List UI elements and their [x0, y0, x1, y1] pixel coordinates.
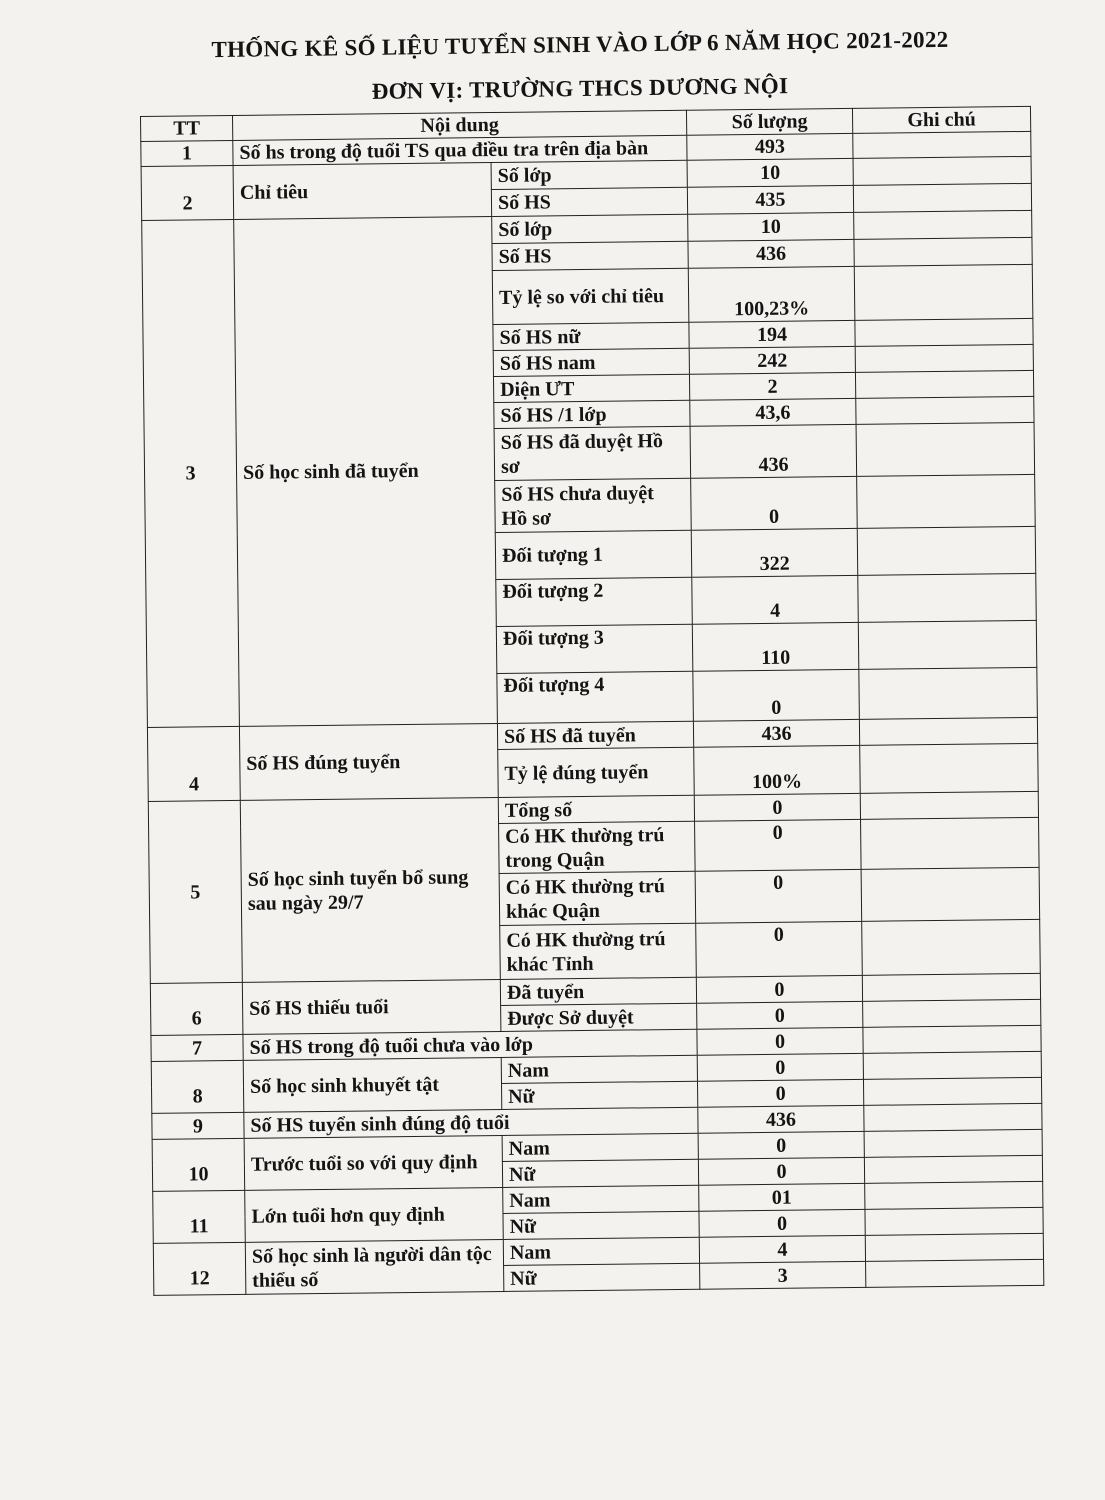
row-content: Chỉ tiêu: [233, 163, 492, 220]
row-note: [854, 264, 1033, 320]
header-note: Ghi chú: [852, 106, 1030, 133]
row-number: 7: [151, 1034, 243, 1061]
row-number: 9: [152, 1112, 244, 1139]
row-note: [861, 867, 1040, 921]
row-note: [864, 1129, 1042, 1157]
sub-value: 436: [690, 424, 857, 478]
row-number: 1: [141, 140, 233, 166]
row-number: 11: [153, 1190, 246, 1243]
admission-stats-table: [140, 106, 1044, 1296]
row-note: [863, 1051, 1041, 1079]
sub-label: Nữ: [504, 1263, 700, 1291]
sub-label: Số HS nữ: [493, 322, 689, 350]
sub-label: Nữ: [503, 1211, 699, 1239]
sub-value: 0: [694, 793, 860, 821]
sub-label: Có HK thường trú trong Quận: [499, 821, 696, 873]
row-content: Số học sinh đã tuyển: [234, 217, 498, 727]
row-note: [864, 1103, 1042, 1131]
sub-value: 436: [688, 239, 854, 268]
sub-value: 4: [699, 1235, 865, 1263]
row-number: 3: [142, 219, 240, 727]
sub-value: 0: [699, 1209, 865, 1237]
row-note: [865, 1207, 1043, 1235]
sub-value: 43,6: [690, 398, 856, 426]
sub-value: 0: [696, 975, 862, 1003]
row-number: 12: [153, 1242, 246, 1295]
row-note: [854, 237, 1032, 266]
row-number: 2: [141, 165, 234, 220]
row-note: [863, 1077, 1041, 1105]
row-value: 0: [697, 1027, 863, 1055]
row-note: [858, 573, 1037, 622]
row-number: 6: [150, 982, 243, 1035]
row-number: 5: [148, 800, 242, 983]
sub-label: Nữ: [501, 1081, 697, 1109]
sub-label: Nam: [503, 1185, 699, 1213]
sub-label: Số lớp: [491, 160, 687, 189]
row-note: [863, 999, 1041, 1027]
sub-value: 0: [693, 669, 860, 721]
row-note: [862, 919, 1041, 975]
sub-value: 0: [697, 1001, 863, 1029]
sub-value: 10: [687, 158, 853, 187]
sub-label: Đối tượng 3: [496, 624, 693, 673]
sub-value: 0: [698, 1131, 864, 1159]
sub-value: 10: [688, 212, 854, 241]
sub-value: 0: [697, 1079, 863, 1107]
sub-value: 0: [695, 819, 862, 871]
row-note: [854, 210, 1032, 239]
row-note: [866, 1259, 1044, 1287]
sub-label: Số HS đã tuyển: [497, 721, 693, 749]
sub-label: Số lớp: [492, 214, 688, 243]
document-title: THỐNG KÊ SỐ LIỆU TUYỂN SINH VÀO LỚP 6 NĂM HỌC 2021-2022: [211, 26, 949, 63]
row-note: [857, 474, 1036, 528]
sub-label: Số HS: [492, 241, 688, 270]
row-content: Số HS trong độ tuổi chưa vào lớp: [243, 1029, 697, 1060]
sub-value: 2: [689, 372, 855, 400]
row-number: 8: [151, 1060, 244, 1113]
row-note: [856, 396, 1034, 424]
sub-value: 01: [699, 1183, 865, 1211]
stats-table-wrapper: [140, 106, 1044, 1296]
row-content: Số HS thiếu tuổi: [242, 979, 501, 1034]
row-note: [861, 817, 1040, 869]
sub-value: 322: [691, 528, 858, 577]
sub-value: 0: [697, 1053, 863, 1081]
sub-value: 435: [687, 185, 853, 214]
sub-value: 3: [700, 1261, 866, 1289]
row-content: Số hs trong độ tuổi TS qua điều tra trên địa bàn: [233, 135, 687, 165]
row-note: [859, 667, 1038, 719]
sub-value: 100%: [694, 745, 861, 795]
row-content: Trước tuổi so với quy định: [244, 1135, 503, 1190]
row-note: [857, 526, 1036, 575]
header-quantity: Số lượng: [686, 108, 852, 135]
row-note: [855, 344, 1033, 372]
sub-value: 110: [692, 622, 859, 671]
header-content: Nội dung: [232, 110, 686, 140]
sub-label: Tỷ lệ so với chỉ tiêu: [492, 268, 689, 324]
header-tt: TT: [141, 115, 233, 141]
sub-label: Số HS /1 lớp: [494, 400, 690, 428]
row-note: [853, 131, 1031, 158]
sub-value: 436: [693, 719, 859, 747]
row-value: 493: [687, 133, 853, 160]
sub-label: Đối tượng 4: [497, 671, 694, 723]
sub-label: Số HS chưa duyệt Hồ sơ: [495, 478, 692, 532]
row-note: [855, 370, 1033, 398]
sub-label: Nam: [502, 1133, 698, 1161]
row-content: Số học sinh là người dân tộc thiểu số: [245, 1239, 504, 1294]
sub-value: 0: [695, 869, 862, 923]
sub-label: Đã tuyển: [500, 977, 696, 1005]
row-content: Số học sinh tuyển bổ sung sau ngày 29/7: [240, 797, 500, 982]
row-note: [863, 1025, 1041, 1053]
sub-label: Đối tượng 2: [496, 577, 693, 626]
row-note: [860, 743, 1039, 793]
row-note: [864, 1155, 1042, 1183]
row-note: [865, 1181, 1043, 1209]
sub-label: Có HK thường trú khác Quận: [499, 871, 696, 925]
sub-value: 0: [698, 1157, 864, 1185]
sub-label: Được Sở duyệt: [501, 1003, 697, 1031]
sub-label: Số HS: [491, 187, 687, 216]
sub-value: 194: [689, 320, 855, 348]
sub-label: Tỷ lệ đúng tuyển: [498, 747, 695, 797]
sub-label: Số HS đã duyệt Hồ sơ: [494, 426, 691, 480]
row-note: [853, 183, 1031, 212]
row-note: [865, 1233, 1043, 1261]
sub-label: Diện ƯT: [493, 374, 689, 402]
sub-value: 0: [691, 476, 858, 530]
sub-value: 0: [696, 921, 863, 977]
sub-label: Số HS nam: [493, 348, 689, 376]
row-note: [860, 791, 1038, 819]
sub-label: Nam: [503, 1237, 699, 1265]
row-note: [859, 717, 1037, 745]
row-number: 4: [147, 726, 240, 801]
row-note: [858, 620, 1037, 669]
row-note: [855, 318, 1033, 346]
row-note: [853, 156, 1031, 185]
row-note: [856, 422, 1035, 476]
sub-label: Đối tượng 1: [495, 530, 692, 579]
sub-label: Tổng số: [498, 795, 694, 823]
row-note: [862, 973, 1040, 1001]
sub-value: 4: [692, 575, 859, 624]
sub-label: Nam: [501, 1055, 697, 1083]
row-number: 10: [152, 1138, 245, 1191]
sub-value: 100,23%: [688, 266, 855, 322]
row-content: Số học sinh khuyết tật: [243, 1057, 502, 1112]
row-value: 436: [698, 1105, 864, 1133]
school-unit: ĐƠN VỊ: TRƯỜNG THCS DƯƠNG NỘI: [371, 73, 789, 104]
row-content: Lớn tuổi hơn quy định: [245, 1187, 504, 1242]
row-content: Số HS đúng tuyển: [239, 723, 498, 800]
sub-label: Có HK thường trú khác Tỉnh: [500, 923, 697, 979]
sub-value: 242: [689, 346, 855, 374]
row-content: Số HS tuyển sinh đúng độ tuổi: [244, 1107, 698, 1138]
sub-label: Nữ: [502, 1159, 698, 1187]
